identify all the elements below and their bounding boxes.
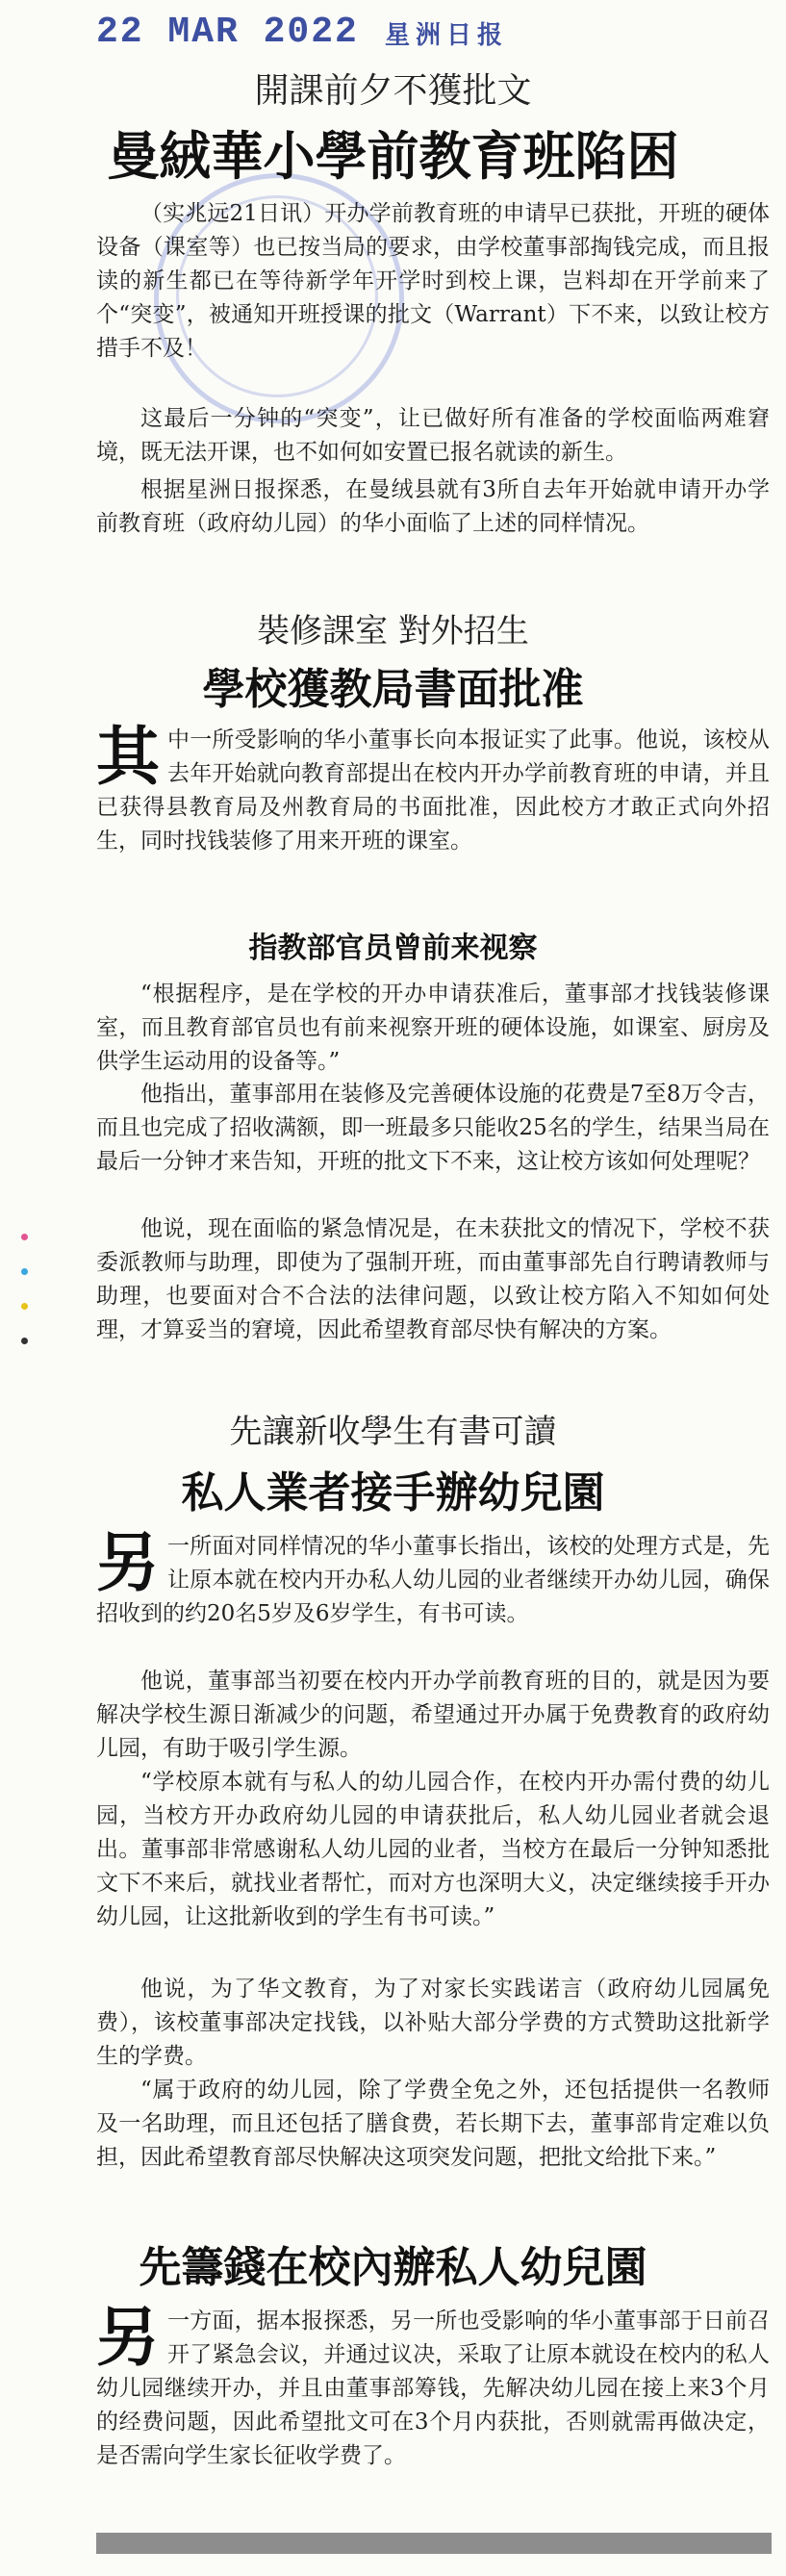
- margin-dot: [21, 1338, 28, 1344]
- article-kicker: 開課前夕不獲批文: [254, 71, 532, 111]
- bottom-rule: [96, 2533, 772, 2554]
- section-kicker: 裝修課室 對外招生: [257, 612, 529, 650]
- intro-paragraph: 根据星洲日报探悉，在曼绒县就有3所自去年开始就申请开办学前教育班（政府幼儿园）的华小面临了上述的同样情况。: [96, 477, 770, 536]
- section-paragraph: 他指出，董事部用在装修及完善硬体设施的花费是7至8万令吉，而且也完成了招收满额，即一班最多只能收25名的学生，结果当局在最后一分钟才来告知，开班的批文下不来，这让校方该如何处理呢？: [96, 1082, 770, 1174]
- section-paragraph: 他说，为了华文教育，为了对家长实践诺言（政府幼儿园属免费），该校董事部决定找钱，以补贴大部分学费的方式赞助这批新学生的学费。: [96, 1977, 770, 2069]
- date-stamp: 22 MAR 2022: [96, 12, 359, 53]
- section-paragraph: [96, 720, 770, 858]
- section-headline: 指教部官员曾前来视察: [248, 931, 538, 965]
- margin-dot: [21, 1268, 28, 1275]
- paragraph-text: 中一所受影响的华小董事长向本报证实了此事。他说，该校从去年开始就向教育部提出在校内开办学前教育班的申请，并且已获得县教育局及州教育局的书面批准，因此校方才敢正式向外招生，同时找钱装修了用来开班的课室。: [96, 727, 770, 854]
- section-paragraph: [96, 1526, 770, 1631]
- section-paragraph: “根据程序，是在学校的开办申请获准后，董事部才找钱装修课室，而且教育部官员也有前来视察开班的硬体设施，如课室、厨房及供学生运动用的设备等。”: [96, 982, 770, 1074]
- intro-paragraph: （实兆远21日讯）开办学前教育班的申请早已获批，开班的硬体设备（课室等）也已按当局的要求，由学校董事部掏钱完成，而且报读的新生都已在等待新学年开学时到校上课，岂料却在开学前来了个“突变”，被通知开班授课的批文（Warrant）下不来，以致让校方措手不及！: [96, 201, 770, 361]
- paragraph-text: 一方面，据本报探悉，另一所也受影响的华小董事部于日前召开了紧急会议，并通过议决，采取了让原本就设在校内的私人幼儿园继续开办，并且由董事部筹钱，先解决幼儿园在接上来3个月的经费问题，因此希望批文可在3个月内获批，否则就需再做决定，是否需向学生家长征收学费了。: [96, 2308, 770, 2468]
- section-kicker: 先讓新收學生有書可讀: [229, 1413, 557, 1451]
- section-headline: 學校獲教局書面批准: [202, 665, 584, 714]
- paragraph-text: 一所面对同样情况的华小董事长指出，该校的处理方式是，先让原本就在校内开办私人幼儿园的业者继续开办幼儿园，确保招收到的约20名5岁及6岁学生，有书可读。: [96, 1534, 770, 1626]
- newspaper-name: 星洲日报: [385, 21, 509, 50]
- intro-paragraph: 这最后一分钟的“突变”，让已做好所有准备的学校面临两难窘境，既无法开课，也不如何如安置已报名就读的新生。: [96, 406, 770, 465]
- section-paragraph: 他说，现在面临的紧急情况是，在未获批文的情况下，学校不获委派教师与助理，即使为了强制开班，而由董事部先自行聘请教师与助理，也要面对合不合法的法律问题，以致让校方陷入不知如何处理，才算妥当的窘境，因此希望教育部尽快有解决的方案。: [96, 1216, 770, 1342]
- section-headline: 私人業者接手辦幼兒園: [181, 1468, 605, 1518]
- section-paragraph: “学校原本就有与私人的幼儿园合作，在校内开办需付费的幼儿园，当校方开办政府幼儿园的申请获批后，私人幼儿园业者就会退出。董事部非常感谢私人幼儿园的业者，当校方在最后一分钟知悉批文下不来后，就找业者帮忙，而对方也深明大义，决定继续接手开办幼儿园，让这批新收到的学生有书可读。”: [96, 1770, 770, 1929]
- drop-cap: 另: [96, 2301, 160, 2375]
- drop-cap: 其: [96, 720, 160, 794]
- margin-dot: [21, 1234, 28, 1240]
- section-paragraph: 他说，董事部当初要在校内开办学前教育班的目的，就是因为要解决学校生源日渐减少的问题，希望通过开办属于免费教育的政府幼儿园，有助于吸引学生源。: [96, 1669, 770, 1761]
- section-paragraph: [96, 2301, 770, 2473]
- margin-dot: [21, 1303, 28, 1310]
- article-headline: 曼絨華小學前教育班陷困: [107, 126, 679, 187]
- section-headline: 先籌錢在校內辦私人幼兒園: [139, 2243, 647, 2292]
- drop-cap: 另: [96, 1526, 160, 1600]
- section-paragraph: “属于政府的幼儿园，除了学费全免之外，还包括提供一名教师及一名助理，而且还包括了膳食费，若长期下去，董事部肯定难以负担，因此希望教育部尽快解决这项突发问题，把批文给批下来。”: [96, 2078, 770, 2170]
